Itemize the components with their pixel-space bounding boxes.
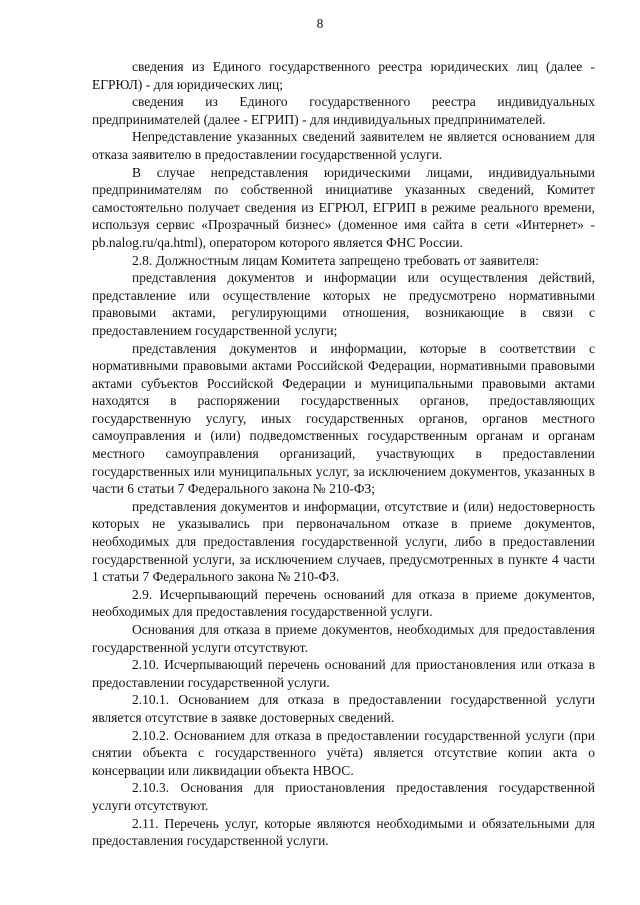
paragraph-section-2-9: 2.9. Исчерпывающий перечень оснований для отказа в приеме документов, необходимых для предоставления государственной услуги.: [92, 586, 595, 620]
paragraph-section-2-10-3: 2.10.3. Основания для приостановления предоставления государственной услуги отсутствуют.: [92, 780, 595, 813]
paragraph-prohibition-3: представления документов и информации, отсутствие и (или) недостоверность которых не указывались при первоначальном отказе в приеме документов, необходимых для предоставления государственной услуги, либо в предоставлении государственной услуги, за исключением случаев, предусмотренных в пункте 4 части 1 статьи 7 Федерального закона № 210-ФЗ.: [92, 498, 595, 585]
paragraph-prohibition-1: представления документов и информации или осуществления действий, представление или осуществление которых не предусмотрено нормативными правовыми актами, регулирующими отношения, возникающие в связи с предоставлением государственной услуги;: [92, 270, 595, 338]
document-body: [92, 58, 595, 850]
paragraph-no-refusal-grounds: Основания для отказа в приеме документов, необходимых для предоставления государственной услуги отсутствуют.: [92, 622, 595, 655]
paragraph-section-2-10: 2.10. Исчерпывающий перечень оснований для приостановления или отказа в предоставлении государственной услуги.: [92, 657, 595, 690]
paragraph-committee-request: В случае непредставления юридическими лицами, индивидуальными предпринимателям по собственной инициативе указанных сведений, Комитет самостоятельно получает сведения из ЕГРЮЛ, ЕГРИП в режиме реального времени, используя сервис «Прозрачный бизнес» (доменное имя сайта в сети «Интернет» - pb.nalog.ru/qa.html), оператором которого является ФНС России.: [92, 164, 595, 250]
paragraph-egrul: сведения из Единого государственного реестра юридических лиц (далее - ЕГРЮЛ) - для юридических лиц;: [92, 59, 595, 92]
paragraph-section-2-10-1: 2.10.1. Основанием для отказа в предоставлении государственной услуги является отсутствие в заявке достоверных сведений.: [92, 692, 595, 725]
paragraph-section-2-11: 2.11. Перечень услуг, которые являются необходимыми и обязательными для предоставления государственной услуги.: [92, 815, 595, 849]
page-number: 8: [316, 16, 324, 31]
paragraph-section-2-10-2: 2.10.2. Основанием для отказа в предоставлении государственной услуги (при снятии объекта с государственного учёта) является отсутствие копии акта о консервации или ликвидации объекта НВОС.: [92, 727, 595, 778]
paragraph-nonsubmission: Непредставление указанных сведений заявителем не является основанием для отказа заявителю в предоставлении государственной услуги.: [92, 129, 595, 162]
paragraph-prohibition-2: представления документов и информации, которые в соответствии с нормативными правовыми актами Российской Федерации, нормативными правовыми актами субъектов Российской Федерации и муниципальными правовыми актами находятся в распоряжении государственных органов, предоставляющих государственную услугу, иных государственных органов, органов местного самоуправления и (или) подведомственных государственным органам и органам местного самоуправления организаций, участвующих в предоставлении государственных или муниципальных услуг, за исключением документов, указанных в части 6 статьи 7 Федерального закона № 210-ФЗ;: [92, 340, 595, 497]
paragraph-egrip: сведения из Единого государственного реестра индивидуальных предпринимателей (далее - ЕГРИП) - для индивидуальных предпринимателей.: [92, 94, 595, 127]
paragraph-section-2-8: 2.8. Должностным лицам Комитета запрещено требовать от заявителя:: [132, 252, 540, 268]
